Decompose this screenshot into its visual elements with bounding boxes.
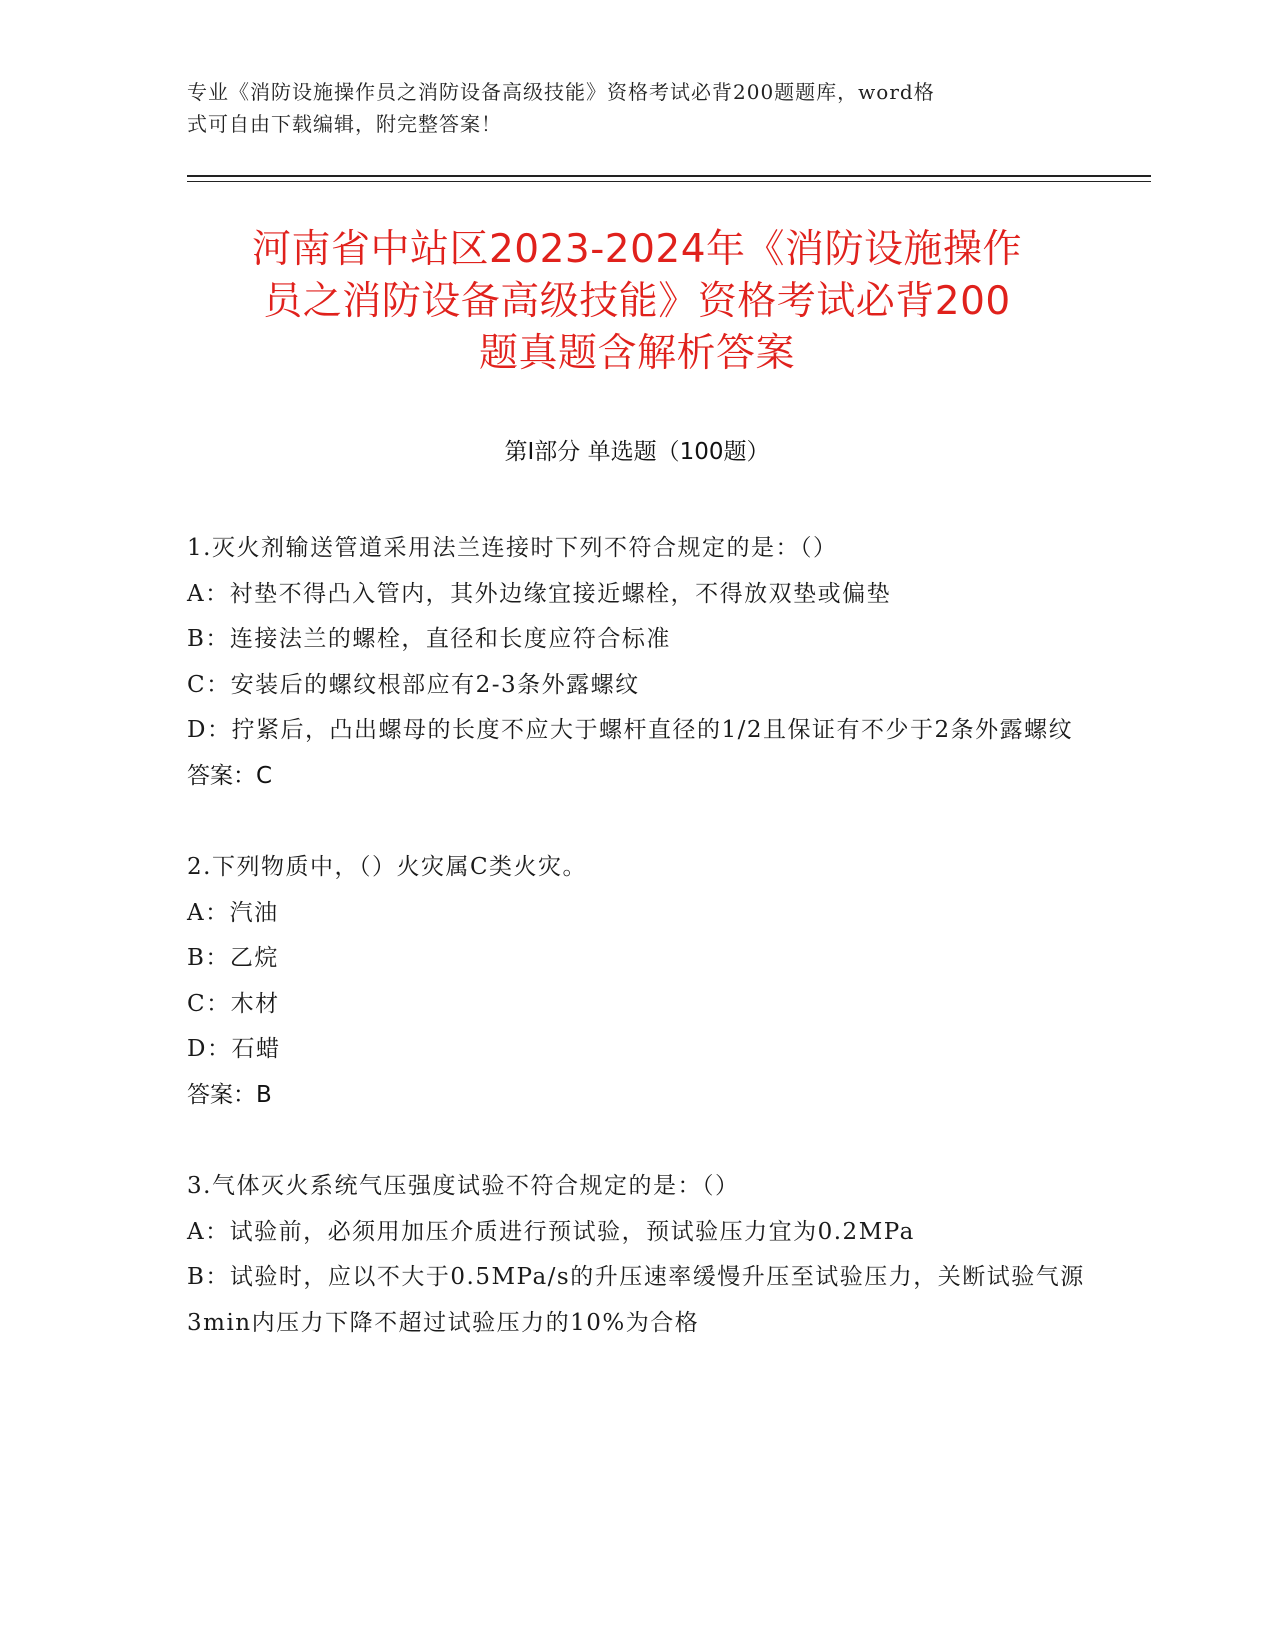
option-c: C：安装后的螺纹根部应有2-3条外露螺纹 [187,671,640,698]
header-divider-thick [187,175,1151,177]
option-a: A：衬垫不得凸入管内，其外边缘宜接近螺栓，不得放双垫或偏垫 [187,580,892,607]
question-stem: 2.下列物质中，（）火灾属C类火灾。 [187,854,588,880]
option-c: C：木材 [187,990,280,1017]
section-title: 第Ⅰ部分 单选题（100题） [504,439,770,465]
question-stem: 3.气体灭火系统气压强度试验不符合规定的是：（） [187,1173,740,1199]
option-b: B：连接法兰的螺栓，直径和长度应符合标准 [187,626,671,652]
question-1 [187,526,1087,799]
option-d: D：石蜡 [187,1036,281,1062]
option-a: A：汽油 [187,899,279,926]
option-b: B：试验时，应以不大于0.5MPa/s的升压速率缓慢升压至试验压力，关断试验气源3min内压力下降不超过试验压力的10%为合格 [187,1264,1085,1336]
document-title-line-3: 题真题含解析答案 [478,331,795,376]
question-2 [187,845,1087,1118]
document-title-line-1: 河南省中站区2023-2024年《消防设施操作 [251,227,1023,272]
answer: 答案：C [187,762,273,789]
question-3 [187,1164,1087,1346]
question-stem: 1.灭火剂输送管道采用法兰连接时下列不符合规定的是：（） [187,535,838,561]
document-title [187,224,1087,380]
header-divider-thin [187,181,1151,182]
question-list [187,526,1087,1392]
header-note [187,76,1067,140]
header-note-line-2: 式可自由下载编辑，附完整答案！ [187,112,502,136]
answer: 答案：B [187,1081,272,1108]
option-a: A：试验前，必须用加压介质进行预试验，预试验压力宜为0.2MPa [187,1218,915,1245]
header-note-line-1: 专业《消防设施操作员之消防设备高级技能》资格考试必背200题题库，word格 [187,80,935,104]
option-b: B：乙烷 [187,945,279,971]
document-title-line-2: 员之消防设备高级技能》资格考试必背200 [263,279,1011,324]
option-d: D：拧紧后，凸出螺母的长度不应大于螺杆直径的1/2且保证有不少于2条外露螺纹 [187,717,1074,743]
